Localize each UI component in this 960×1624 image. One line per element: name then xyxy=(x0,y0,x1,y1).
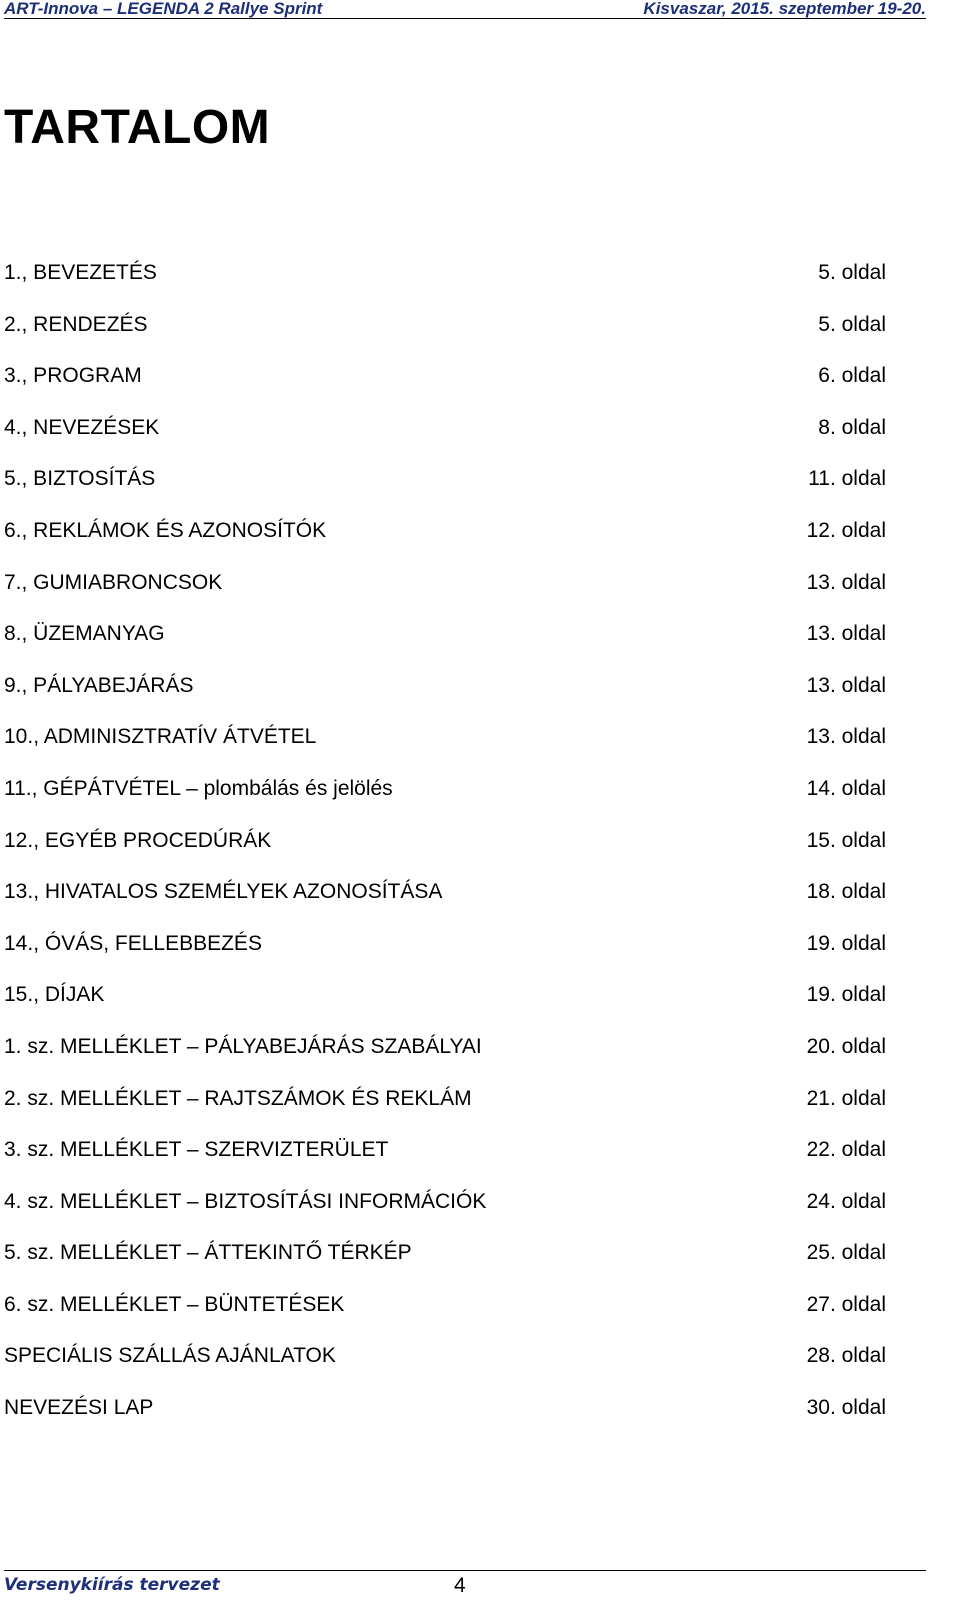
toc-entry xyxy=(0,307,960,359)
toc-entry-label: 10., ADMINISZTRATÍV ÁTVÉTEL xyxy=(4,725,317,749)
toc-entry-page: 30. oldal xyxy=(806,1396,886,1420)
toc-entry xyxy=(0,719,960,771)
toc-entry-label: 6. sz. MELLÉKLET – BÜNTETÉSEK xyxy=(4,1292,345,1316)
toc-entry-page: 5. oldal xyxy=(818,312,886,336)
page-title: TARTALOM xyxy=(4,101,271,154)
toc-entry xyxy=(0,565,960,617)
table-of-contents xyxy=(0,255,960,1442)
toc-entry xyxy=(0,874,960,926)
toc-entry-page: 19. oldal xyxy=(806,983,886,1007)
toc-entry-label: 3. sz. MELLÉKLET – SZERVIZTERÜLET xyxy=(4,1138,389,1162)
toc-entry-label: 9., PÁLYABEJÁRÁS xyxy=(4,673,194,697)
toc-entry-label: SPECIÁLIS SZÁLLÁS AJÁNLATOK xyxy=(4,1344,336,1368)
toc-entry-page: 13. oldal xyxy=(806,570,886,594)
toc-entry xyxy=(0,1390,960,1442)
header-event-date: Kisvaszar, 2015. szeptember 19-20. xyxy=(643,0,926,18)
toc-entry xyxy=(0,668,960,720)
toc-entry-page: 11. oldal xyxy=(808,467,886,491)
toc-entry-page: 13. oldal xyxy=(806,725,886,749)
toc-entry xyxy=(0,823,960,875)
toc-entry xyxy=(0,977,960,1029)
toc-entry xyxy=(0,1338,960,1390)
toc-entry-page: 27. oldal xyxy=(806,1292,886,1316)
toc-entry-label: 11., GÉPÁTVÉTEL – plombálás és jelölés xyxy=(4,776,393,800)
toc-entry xyxy=(0,513,960,565)
toc-entry-page: 22. oldal xyxy=(806,1138,886,1162)
toc-entry-label: 2. sz. MELLÉKLET – RAJTSZÁMOK ÉS REKLÁM xyxy=(4,1086,472,1110)
page-header xyxy=(4,0,926,19)
toc-entry-label: 4., NEVEZÉSEK xyxy=(4,415,160,439)
toc-entry-page: 13. oldal xyxy=(806,622,886,646)
toc-entry xyxy=(0,255,960,307)
toc-entry-label: NEVEZÉSI LAP xyxy=(4,1396,154,1420)
toc-entry-label: 14., ÓVÁS, FELLEBBEZÉS xyxy=(4,931,262,955)
toc-entry-page: 19. oldal xyxy=(806,931,886,955)
toc-entry-page: 6. oldal xyxy=(818,364,886,388)
footer-page-number: 4 xyxy=(454,1574,466,1597)
toc-entry-label: 7., GUMIABRONCSOK xyxy=(4,570,223,594)
toc-entry-page: 13. oldal xyxy=(806,673,886,697)
toc-entry-page: 20. oldal xyxy=(806,1034,886,1058)
toc-entry-label: 3., PROGRAM xyxy=(4,364,142,388)
toc-entry-label: 1., BEVEZETÉS xyxy=(4,261,157,284)
toc-entry-label: 2., RENDEZÉS xyxy=(4,312,148,336)
toc-entry-page: 12. oldal xyxy=(806,518,886,542)
toc-entry xyxy=(0,1235,960,1287)
toc-entry-label: 1. sz. MELLÉKLET – PÁLYABEJÁRÁS SZABÁLYAI xyxy=(4,1034,482,1058)
toc-entry-page: 18. oldal xyxy=(806,880,886,904)
toc-entry-page: 28. oldal xyxy=(806,1344,886,1368)
toc-entry-page: 21. oldal xyxy=(806,1086,886,1110)
toc-entry-label: 4. sz. MELLÉKLET – BIZTOSÍTÁSI INFORMÁCIÓK xyxy=(4,1189,487,1213)
toc-entry xyxy=(0,616,960,668)
toc-entry xyxy=(0,1132,960,1184)
toc-entry-page: 25. oldal xyxy=(806,1241,886,1265)
toc-entry-label: 13., HIVATALOS SZEMÉLYEK AZONOSÍTÁSA xyxy=(4,880,443,904)
toc-entry-label: 6., REKLÁMOK ÉS AZONOSÍTÓK xyxy=(4,518,327,542)
footer-document-label: Versenykiírás tervezet xyxy=(4,1575,220,1595)
toc-entry xyxy=(0,771,960,823)
toc-entry xyxy=(0,1081,960,1133)
toc-entry-label: 5., BIZTOSÍTÁS xyxy=(4,467,156,491)
page-footer xyxy=(4,1570,926,1601)
header-event-title: ART-Innova – LEGENDA 2 Rallye Sprint xyxy=(4,0,323,18)
toc-entry-label: 15., DÍJAK xyxy=(4,983,105,1007)
toc-entry xyxy=(0,926,960,978)
toc-entry-page: 24. oldal xyxy=(806,1189,886,1213)
toc-entry-page: 5. oldal xyxy=(818,261,886,284)
toc-entry xyxy=(0,358,960,410)
toc-entry xyxy=(0,1184,960,1236)
toc-entry xyxy=(0,1287,960,1339)
toc-entry xyxy=(0,410,960,462)
toc-entry-page: 15. oldal xyxy=(806,828,886,852)
toc-entry-page: 14. oldal xyxy=(806,776,886,800)
toc-entry-label: 5. sz. MELLÉKLET – ÁTTEKINTŐ TÉRKÉP xyxy=(4,1241,412,1265)
toc-entry-page: 8. oldal xyxy=(818,415,886,439)
toc-entry xyxy=(0,1029,960,1081)
toc-entry-label: 8., ÜZEMANYAG xyxy=(4,622,165,646)
toc-entry xyxy=(0,461,960,513)
toc-entry-label: 12., EGYÉB PROCEDÚRÁK xyxy=(4,828,272,852)
